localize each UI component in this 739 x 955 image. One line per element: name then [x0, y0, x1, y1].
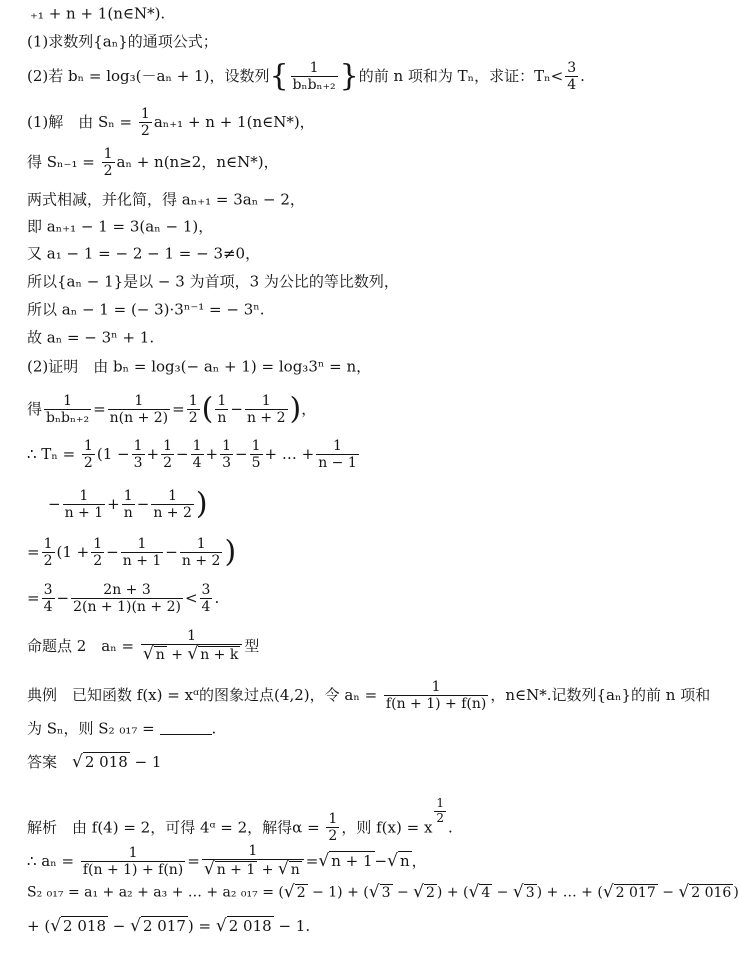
fraction: $\frac{1}{n(n + 2)}$	[109, 393, 169, 427]
fraction: $\frac{1}{2}$	[163, 438, 172, 472]
solution-1-intro: (1)解 由 Sₙ = $\frac{1}{2}$ aₙ₊₁ + n + 1(n∈N*)，	[27, 106, 315, 140]
solution-1-step: 即 aₙ₊₁ − 1 = 3(aₙ − 1)，	[27, 217, 214, 236]
sqrt: √ 2 018	[72, 752, 128, 772]
solution-2-step: ∴ Tₙ = $\frac{1}{2}$ (1 − $\frac{1}{3}$ + $\frac{1}{2}$ − $\frac{1}{4}$ + $\frac{1}{3}$ − $\frac{1}{5}$ + … + $\frac{1}{n - 1}$	[27, 438, 357, 472]
fraction: $\frac{1}{4}$	[192, 438, 202, 472]
sqrt: √ 2 018	[215, 916, 272, 936]
fraction: $\frac{1}{n + 1}$	[64, 488, 104, 522]
solution-2-step: − $\frac{1}{n + 1}$ + $\frac{1}{n}$ − $\frac{1}{n + 2}$ )	[48, 486, 208, 522]
fraction: $\frac{1}{2}$	[140, 106, 150, 140]
solution-2-intro: (2)证明 由 bₙ = log₃(− aₙ + 1) = log₃3ⁿ = n，	[27, 357, 372, 376]
fraction: $\frac{1}{n + 2}$	[153, 488, 192, 522]
sqrt: √ 2 017	[602, 882, 656, 902]
question-1: (1)求数列{aₙ}的通项公式；	[27, 32, 218, 51]
fraction: $\frac{1}{n + 1}$	[122, 536, 162, 570]
sqrt: √ n	[142, 644, 165, 665]
sqrt: √ n	[277, 859, 300, 880]
fraction: $\frac{1}{√ n + √ n + k}$	[141, 628, 243, 665]
example-problem: 典例 已知函数 f(x) = xᵅ的图象过点(4,2)，令 aₙ = $\frac{1}{f(n + 1) + f(n)}$ ，n∈N*.记数列{aₙ}的前 n 项和	[27, 679, 711, 713]
solution-2-step: 得 1 bₙbₙ₊₂ = $\frac{1}{n(n + 2)}$ = $\frac{1}{2}$ ( $\frac{1}{n}$ − $\frac{1}{n + 2}$ )，	[27, 391, 317, 427]
fraction: $\frac{1}{2}$	[83, 438, 93, 472]
sqrt: √ 2	[413, 882, 435, 902]
fraction: $\frac{1}{2}$	[188, 393, 198, 427]
answer-blank	[160, 734, 212, 735]
sqrt: √ n + 1	[318, 850, 373, 871]
fraction: $\frac{3}{4}$	[567, 60, 577, 94]
fraction: $\frac{1}{n - 1}$	[318, 438, 357, 472]
solution-1-step: 所以 aₙ − 1 = (− 3)·3ⁿ⁻¹ = − 3ⁿ.	[27, 300, 265, 319]
analysis-intro: 解析 由 f(4) = 2，可得 4ᵅ = 2，解得α = $\frac{1}{2}$ ，则 f(x) = x $\frac{1}{2}$ .	[27, 796, 453, 845]
solution-1-step: 两式相减，并化简，得 aₙ₊₁ = 3aₙ − 2，	[27, 190, 305, 209]
answer: 答案 √ 2 018 − 1	[27, 752, 162, 772]
sqrt: √ n	[387, 850, 410, 871]
analysis-sum: + (√ 2 018 − √ 2 017 ) = √ 2 018 − 1.	[27, 916, 311, 936]
example-problem: 为 Sₙ，则 S₂ ₀₁₇ = .	[27, 719, 217, 738]
solution-1-conclusion: 故 aₙ = − 3ⁿ + 1.	[27, 328, 155, 347]
fraction: $\frac{1}{2}$	[43, 536, 53, 570]
topic-heading: 命题点 2 aₙ = $\frac{1}{√ n + √ n + k}$ 型	[27, 628, 260, 665]
sqrt: √ 3	[512, 882, 535, 902]
sqrt: √ 2 017	[130, 916, 186, 936]
solution-2-step: = $\frac{1}{2}$ (1 + $\frac{1}{2}$ − $\frac{1}{n + 1}$ − $\frac{1}{n + 2}$ )	[27, 534, 237, 570]
sqrt: √ 2 016	[678, 882, 732, 902]
line-1: ₊₁ + n + 1(n∈N*).	[30, 4, 166, 23]
analysis-sum: S₂ ₀₁₇ = a₁ + a₂ + a₃ + … + a₂ ₀₁₇ = (√ 2 − 1) + (√ 3 − √ 2 ) + (√ 4 − √ 3 ) + … + (√ 2 017 − √ 2 016 )	[27, 882, 739, 902]
fraction: $\frac{2n + 3}{2(n + 1)(n + 2)}$	[73, 582, 181, 616]
fraction: 1 bₙbₙ₊₂	[292, 60, 336, 94]
question-2: (2)若 bₙ = log₃(－aₙ + 1)，设数列{ 1 bₙbₙ₊₂ }的前 n 项和为 Tₙ，求证：Tₙ< $\frac{3}{4}$ .	[27, 58, 585, 94]
fraction: $\frac{1}{2}$	[93, 536, 103, 570]
fraction: 1 bₙbₙ₊₂	[46, 393, 90, 427]
fraction: $\frac{1}{3}$	[133, 438, 143, 472]
fraction: $\frac{1}{f(n + 1) + f(n)}$	[385, 679, 487, 713]
solution-2-conclusion: = $\frac{3}{4}$ − $\frac{2n + 3}{2(n + 1)(n + 2)}$ < $\frac{3}{4}$ .	[27, 582, 220, 616]
solution-1-step: 得 Sₙ₋₁ = $\frac{1}{2}$ aₙ + n(n≥2，n∈N*)，	[27, 146, 279, 180]
fraction: $\frac{1}{2}$	[103, 146, 113, 180]
fraction: $\frac{1}{5}$	[251, 438, 261, 472]
sqrt: √ n + 1	[203, 859, 256, 880]
fraction: $\frac{1}{n}$	[123, 488, 133, 522]
fraction: $\frac{1}{√ n + 1 + √ n}$	[202, 843, 304, 880]
solution-1-step: 所以{aₙ − 1}是以 − 3 为首项，3 为公比的等比数列，	[27, 272, 399, 291]
fraction: $\frac{1}{n + 2}$	[181, 536, 221, 570]
fraction: $\frac{1}{2}$	[328, 811, 338, 845]
fraction: $\frac{3}{4}$	[43, 582, 53, 616]
solution-1-step: 又 a₁ − 1 = − 2 − 1 = − 3≠0，	[27, 244, 261, 263]
sqrt: √ n + k	[187, 644, 239, 665]
sqrt: √ 4	[468, 882, 491, 902]
fraction: $\frac{1}{n}$	[217, 393, 227, 427]
sqrt: √ 3	[368, 882, 391, 902]
sqrt: √ 2	[283, 882, 306, 902]
fraction: $\frac{1}{n + 2}$	[246, 393, 286, 427]
fraction: $\frac{3}{4}$	[201, 582, 211, 616]
sqrt: √ 2 018	[50, 916, 106, 936]
exponent-fraction: $\frac{1}{2}$	[436, 796, 445, 825]
analysis-step: ∴ aₙ = $\frac{1}{f(n + 1) + f(n)}$ = $\frac{1}{√ n + 1 + √ n}$ =√ n + 1 −√ n ，	[27, 843, 427, 880]
fraction: $\frac{1}{f(n + 1) + f(n)}$	[82, 844, 184, 878]
fraction: $\frac{1}{3}$	[222, 438, 231, 472]
